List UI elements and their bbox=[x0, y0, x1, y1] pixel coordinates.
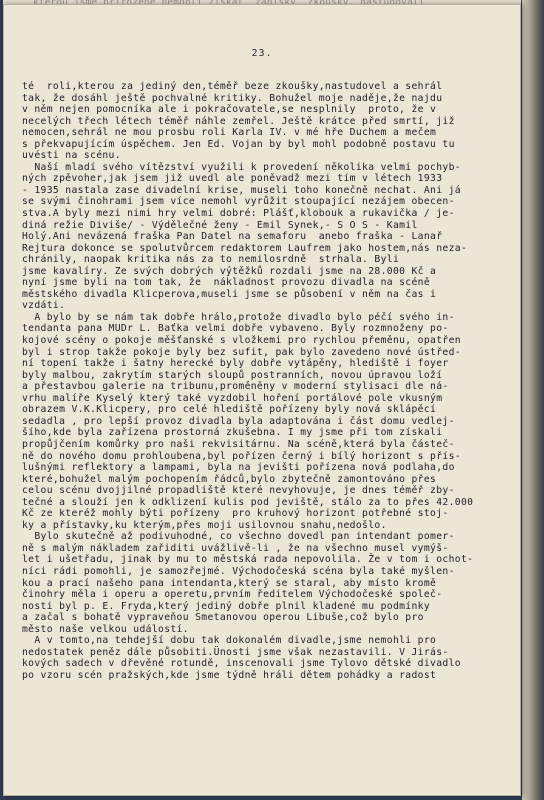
text-line: město naše velkou událostí. bbox=[22, 623, 189, 635]
text-line: které,bohužel malým pochopením řádců,bylo zbytečně zamontováno přes bbox=[22, 473, 437, 485]
text-line: sedadla , pro lepší provoz divadla byla adaptována i část domu vedlej- bbox=[22, 415, 455, 427]
text-line: kojové scény o pokoje měšťanské s vložkemi pro rychlou přeměnu, opatřen bbox=[22, 335, 461, 347]
text-line: ky a přístavky,ku kterým,přes moji usilovnou snahu,nedošlo. bbox=[22, 519, 387, 531]
text-line: Rejtura dokonce se spolutvůrcem redaktorem Laufrem jako hostem,nás neza- bbox=[22, 242, 468, 254]
text-line: ně do nového domu prohloubena,byl pořízen černý i bílý horizont s přís- bbox=[22, 450, 461, 462]
text-line: šího,kde byla zařízena prostorná zkušebna. I my jsme při tom získali bbox=[22, 427, 443, 439]
text-line: nyní jsme byli na tom tak, že nákladnost provozu divadla na scéně bbox=[22, 277, 431, 289]
text-line: vzdáti. bbox=[22, 300, 66, 312]
text-line: ní topení takže i šatny herecké byly dobře vytápěny, hlediště i foyer bbox=[22, 358, 449, 370]
text-line: - 1935 nastala zase divadelní krise, museli toho konečně nechat. Ani já bbox=[22, 184, 461, 196]
text-line: celou scénu dvojjilné propadliště které nevyhovuje, je dnes téměř zby- bbox=[22, 485, 455, 497]
text-line: Naší mladí svého vítězství využili k provedení několika velmi pochyb- bbox=[22, 161, 461, 173]
text-line: byl i strop takže pokoje byly bez sufit, pak bylo zavedeno nové ústřed- bbox=[22, 346, 461, 358]
text-line: A bylo by se nám tak dobře hrálo,protože divadlo bylo péčí svého in- bbox=[22, 311, 455, 323]
text-line: nemocen,sehrál ne mou prosbu roli Karla IV. v mé hře Duchem a mečem bbox=[22, 127, 437, 139]
text-line: let i ušetřadu, jinak by mu to městská rada nepovolila. Že v tom i ochot- bbox=[22, 554, 474, 566]
text-line: městského divadla Klicperova,museli jsme se působení v něm na čas i bbox=[22, 288, 437, 300]
text-line: diná režie Diviše/ - Výdělečné ženy - Emil Synek,- S O S - Kamil bbox=[22, 219, 418, 231]
text-line: propůjčením komůrky pro naši rekvisitárnu. Na scéně,která byla částeč- bbox=[22, 438, 455, 450]
text-line: uvésti na scénu. bbox=[22, 150, 121, 162]
text-line: byly malbou, zakrytím starých sloupů postranních, novou úpravou loží bbox=[22, 369, 443, 381]
text-line: s překvapujícím úspěchem. Jen Ed. Vojan by byl mohl podobně postavu tu bbox=[22, 138, 455, 150]
text-line: kových sadech v dřevěné rotundě, inscenovali jsme Tylovo dětské divadlo bbox=[22, 658, 461, 670]
text-line: a přestavbou galerie na tribunu,proměněny v moderní stylisaci dle ná- bbox=[22, 381, 449, 393]
text-line: Holý.Ani nevázená fraška Pan Datel na semaforu anebo fraška - Lanař bbox=[22, 231, 443, 243]
text-line: jsme kavalíry. Ze svých dobrých výtěžků rozdali jsme na 28.000 Kč a bbox=[22, 265, 437, 277]
text-line: nedostatek peněz dále působiti.Ünosti jsme však nezastavili. V Jirás- bbox=[22, 646, 449, 658]
text-line: tečné a slouží jen k odklizení kulis pod jeviště, stálo za to přes 42.000 bbox=[22, 496, 474, 508]
text-line: nosti byl p. E. Fryda,který jediný dobře plnil kladené mu podmínky bbox=[22, 600, 431, 612]
text-line: té roli,kterou za jediný den,téměř beze zkoušky,nastudovel a sehrál bbox=[22, 81, 443, 92]
text-line: níci rádi pomohli, je samozřejmé. Východočeská scéna byla také myšlen- bbox=[22, 565, 455, 577]
page-number: 23. bbox=[251, 48, 273, 59]
text-line: ně s malým nákladem zařiditi uvážlivě-li , že na všechno musel vymýš- bbox=[22, 542, 449, 554]
text-line: obrazem V.K.Klicpery, pro celé hlediště pořízeny byly nová sklápěcí bbox=[22, 404, 437, 416]
text-line: v něm nejen pomocníka ale i pokračovatele,se nesplnily proto, že v bbox=[22, 104, 437, 116]
text-line: lušnými reflektory a lampami, byla na jevišti pořízena nová podlaha,do bbox=[22, 462, 455, 474]
background-edge bbox=[522, 0, 544, 800]
text-line: činohry měla i operu a operetu,prvním ředitelem Východočeské společ- bbox=[22, 589, 443, 601]
text-line: tak, že dosáhl ještě pochvalné kritiky. Bohužel moje naděje,že najdu bbox=[22, 92, 443, 104]
text-line: ných zpěvoher,jak jsem již uvedl ale poněvadž mezi tím v létech 1933 bbox=[22, 173, 443, 185]
text-line: necelých třech létech téměř náhle zemřel. Ještě krátce před smrtí, již bbox=[22, 115, 455, 127]
text-line: Bylo skutečně až podivuhodné, co všechno dovedl pan intendant pomer- bbox=[22, 531, 455, 543]
text-line: A v tomto,na tehdejší dobu tak dokonalém divadle,jsme nemohli pro bbox=[22, 635, 437, 647]
text-line: tendanta pana MUDr L. Baťka velmi dobře vybaveno. Byly rozmnoženy po- bbox=[22, 323, 449, 335]
text-line: po vzoru scén pražských,kde jsme týdně hráli dětem pohádky a radost bbox=[22, 669, 437, 681]
text-line: Kč ze kteréž mohly býti pořízeny pro kruhový horizont potřebné stoj- bbox=[22, 508, 449, 520]
text-line: vrhu malíře Kyselý který také vyzdobil hoření portálové pole vkusným bbox=[22, 392, 443, 404]
text-line: a začal s bohatě vypraveňou Smetanovou operou Libuše,což bylo pro bbox=[22, 612, 424, 624]
page-body-text bbox=[22, 81, 520, 681]
text-line: chránily, naopak kritika nás za to nemilosrdně strhala. Byli bbox=[22, 254, 400, 266]
text-line: kou a prací našeho pana intendanta,který se staral, aby místo kromě bbox=[22, 577, 437, 589]
text-line: se svými činohrami jsem více nemohl vyrůžit stoupající nezájem obecen- bbox=[22, 196, 455, 208]
text-line: stva.A byly mezi nimi hry velmi dobré: Plášť,klobouk a rukavička / je- bbox=[22, 208, 455, 220]
